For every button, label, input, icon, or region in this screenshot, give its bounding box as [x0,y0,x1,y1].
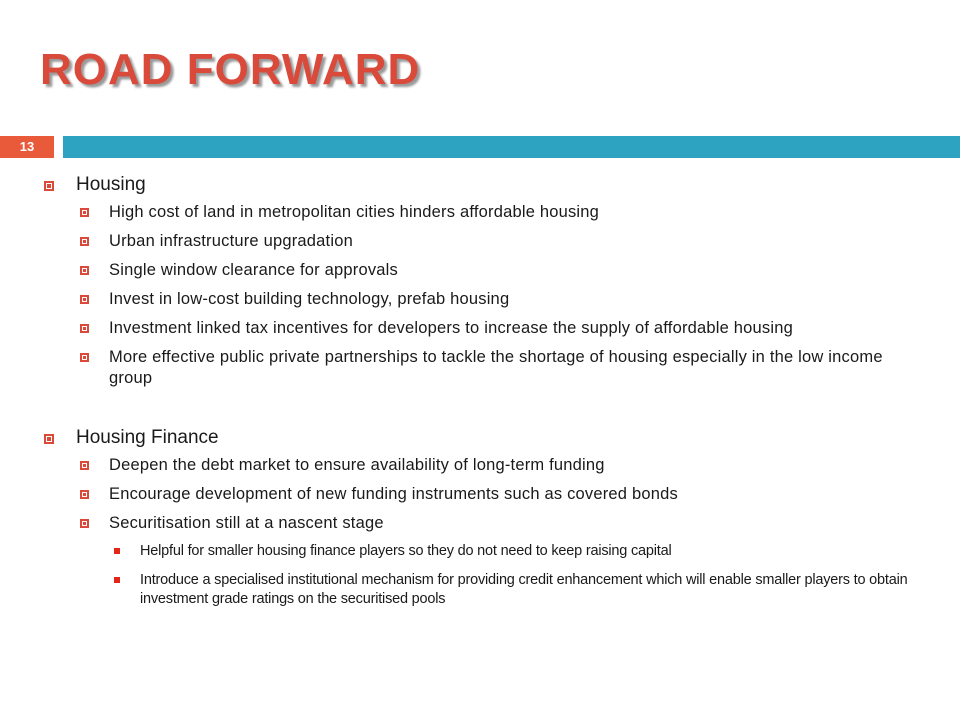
slide-title: ROAD FORWARD [40,45,421,94]
list-item [76,231,930,252]
list-item [76,260,930,281]
list-item-text: Urban infrastructure upgradation [109,232,353,250]
list-item-text: Helpful for smaller housing finance players so they do not need to keep raising capital [140,543,672,559]
filled-square-bullet-icon [114,548,120,554]
square-bullet-icon [80,266,89,275]
section-spacer [40,397,930,425]
page-number-badge: 13 [0,136,54,158]
section-housing [40,172,930,389]
list-item [76,289,930,310]
square-bullet-icon [44,181,54,191]
list-item [76,318,930,339]
square-bullet-icon [80,237,89,246]
square-bullet-icon [80,519,89,528]
square-bullet-icon [80,324,89,333]
square-bullet-icon [80,461,89,470]
list-item-text: Securitisation still at a nascent stage [109,514,384,532]
section-heading: Housing Finance [76,427,219,448]
list-item-text: Invest in low-cost building technology, prefab housing [109,290,510,308]
filled-square-bullet-icon [114,577,120,583]
list-item-text: Investment linked tax incentives for developers to increase the supply of affordable housing [109,319,793,337]
square-bullet-icon [80,208,89,217]
bullet-list [40,172,930,609]
square-bullet-icon [80,295,89,304]
list-item [76,455,930,476]
list-item-text: Deepen the debt market to ensure availability of long-term funding [109,456,605,474]
list-item [76,202,930,223]
list-item-text: More effective public private partnerships to tackle the shortage of housing especially in the low income group [109,348,883,387]
list-item [76,542,930,561]
list-item [76,513,930,534]
square-bullet-icon [44,434,54,444]
accent-bar [63,136,960,158]
sub-bullet-list [76,202,930,389]
sub-sub-bullet-list [76,542,930,609]
square-bullet-icon [80,490,89,499]
list-item-text: Introduce a specialised institutional mechanism for providing credit enhancement which will enable smaller players to obtain investment grade ratings on the securitised pools [140,572,908,607]
list-item-text: Single window clearance for approvals [109,261,398,279]
slide-content [40,172,930,619]
list-item [76,347,930,389]
sub-bullet-list [76,455,930,534]
list-item [76,484,930,505]
section-heading: Housing [76,174,146,195]
section-housing-finance [40,425,930,609]
list-item-text: High cost of land in metropolitan cities hinders affordable housing [109,203,600,221]
list-item-text: Encourage development of new funding instruments such as covered bonds [109,485,678,503]
square-bullet-icon [80,353,89,362]
list-item [76,571,930,609]
